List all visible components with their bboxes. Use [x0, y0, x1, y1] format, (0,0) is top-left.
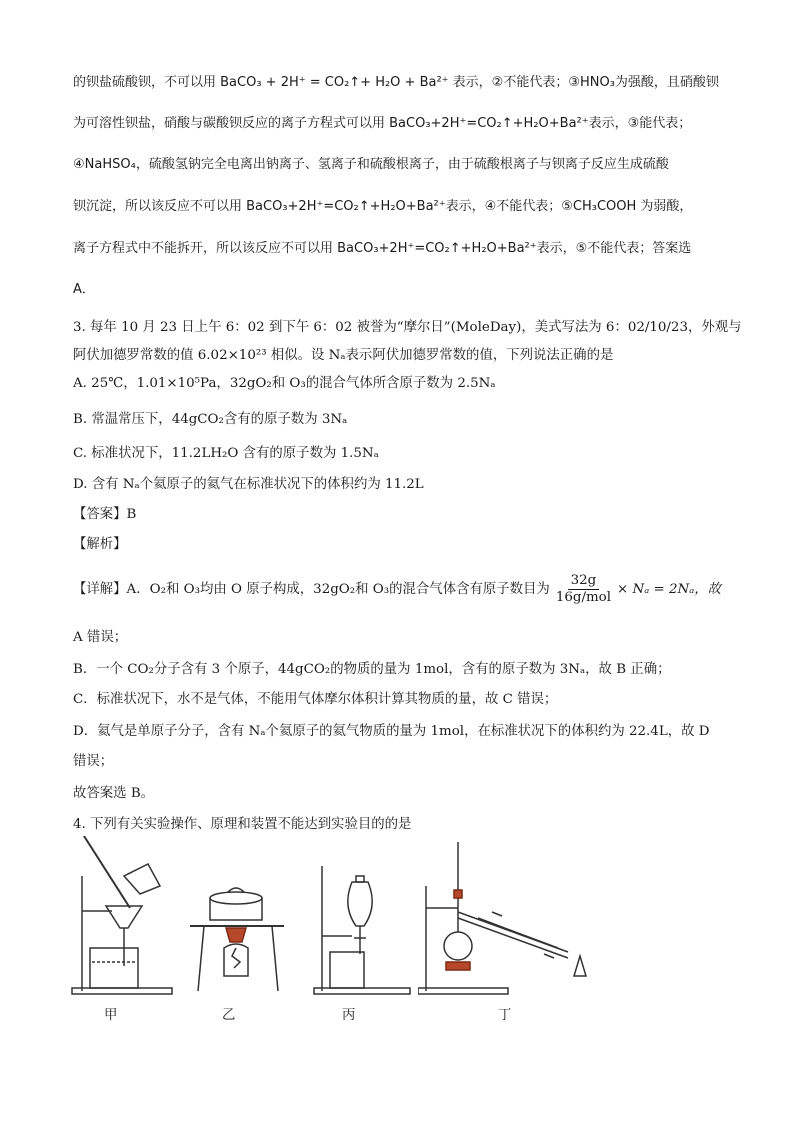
q3-option-c: C. 标准状况下，11.2LH₂O 含有的原子数为 1.5Nₐ: [73, 446, 379, 461]
distillation-apparatus-diagram: [418, 836, 606, 1001]
q3-d-wrong: 错误；: [73, 754, 114, 769]
q3-conclusion: 故答案选 B。: [73, 786, 155, 801]
para-line-1: 的钡盐硫酸钡，不可以用 BaCO₃ + 2H⁺ = CO₂↑+ H₂O + Ba²⁺ 表示，②不能代表；③HNO₃为强酸，且硝酸钡: [73, 75, 719, 90]
caption-jia: 甲: [104, 1008, 118, 1023]
detail-text-pre: 【详解】A．O₂和 O₃均由 O 原子构成，32gO₂和 O₃的混合气体含有原子数目为: [73, 582, 550, 597]
para-line-5: 离子方程式中不能拆开，所以该反应不可以用 BaCO₃+2H⁺=CO₂↑+H₂O+Ba²⁺表示，⑤不能代表；答案选: [73, 241, 692, 256]
q3-b-line: B．一个 CO₂分子含有 3 个原子，44gCO₂的物质的量为 1mol，含有的原子数为 3Nₐ，故 B 正确；: [73, 662, 671, 677]
filtration-apparatus-diagram: [66, 836, 176, 1001]
para-line-2: 为可溶性钡盐，硝酸与碳酸钡反应的离子方程式可以用 BaCO₃+2H⁺=CO₂↑+H₂O+Ba²⁺表示，③能代表；: [73, 116, 692, 131]
crucible-heating-diagram: [184, 836, 294, 1001]
fraction-numerator: 32g: [568, 573, 600, 590]
q3-c-line: C．标准状况下，水不是气体，不能用气体摩尔体积计算其物质的量，故 C 错误；: [73, 692, 558, 707]
q3-a-wrong: A 错误；: [73, 630, 128, 645]
apparatus-figures: [66, 836, 606, 1023]
q3-stem-2: 阿伏加德罗常数的值 6.02×10²³ 相似。设 Nₐ表示阿伏加德罗常数的值，下列说法正确的是: [73, 348, 614, 363]
q3-stem-1: 3. 每年 10 月 23 日上午 6：02 到下午 6：02 被誉为“摩尔日”(MoleDay)，美式写法为 6：02/10/23，外观与: [73, 320, 742, 335]
fraction: [553, 573, 614, 606]
q3-detail-line: [73, 572, 721, 608]
q3-option-b: B. 常温常压下，44gCO₂含有的原子数为 3Nₐ: [73, 412, 348, 427]
q3-answer: 【答案】B: [73, 507, 137, 522]
detail-text-post: × Nₐ = 2Nₐ，故: [617, 582, 721, 597]
q3-analysis-heading: 【解析】: [73, 537, 127, 552]
q3-d-line: D．氦气是单原子分子，含有 Nₐ个氦原子的氦气物质的量为 1mol，在标准状况下的体积约为 22.4L，故 D: [73, 724, 710, 739]
fraction-denominator: 16g/mol: [555, 590, 611, 605]
para-line-3: ④NaHSO₄，硫酸氢钠完全电离出钠离子、氢离子和硫酸根离子，由于硫酸根离子与钡离子反应生成硫酸: [73, 157, 669, 172]
para-line-4: 钡沉淀，所以该反应不可以用 BaCO₃+2H⁺=CO₂↑+H₂O+Ba²⁺表示，④不能代表；⑤CH₃COOH 为弱酸，: [73, 199, 693, 214]
para-line-6: A．: [73, 282, 95, 297]
q4-stem: 4. 下列有关实验操作、原理和装置不能达到实验目的的是: [73, 817, 412, 832]
q3-option-a: A. 25℃，1.01×10⁵Pa，32gO₂和 O₃的混合气体所含原子数为 2.5Nₐ: [73, 376, 496, 391]
caption-ding: 丁: [498, 1008, 512, 1023]
q3-option-d: D. 含有 Nₐ个氦原子的氦气在标准状况下的体积约为 11.2L: [73, 477, 424, 492]
caption-yi: 乙: [222, 1008, 236, 1023]
separatory-funnel-diagram: [312, 836, 412, 1001]
caption-bing: 丙: [342, 1008, 356, 1023]
